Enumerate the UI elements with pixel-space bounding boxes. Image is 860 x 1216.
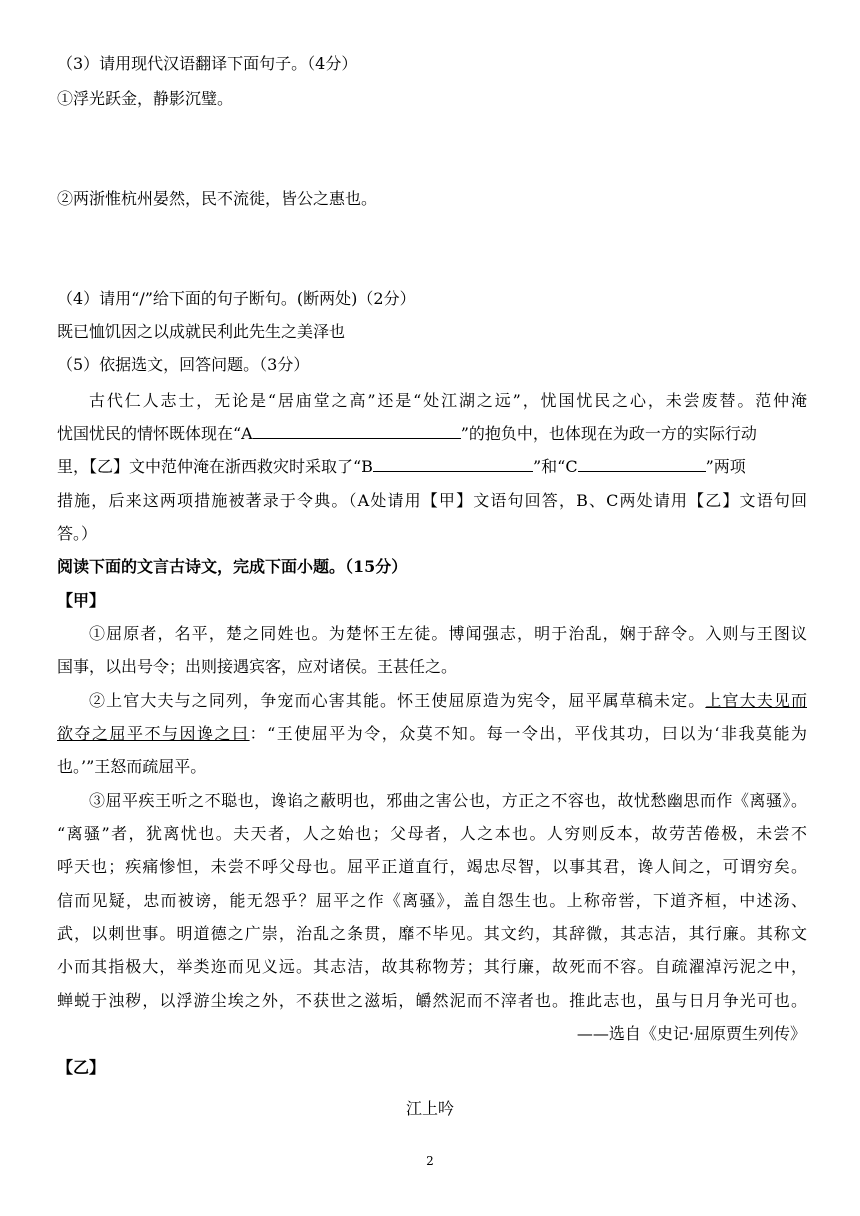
answer-blank-c[interactable] xyxy=(578,457,706,472)
q3-sentence-2: ②两浙惟杭州晏然，民不流徙，皆公之惠也。 xyxy=(57,189,378,208)
q5-line-1: 古代仁人志士，无论是“居庙堂之高”还是“处江湖之远”，忧国忧民之心，未尝废替。范仲淹 xyxy=(89,391,807,410)
p3-line-4: 信而见疑，忠而被谤，能无怨乎？屈平之作《离骚》，盖自怨生也。上称帝喾，下道齐桓，中述汤、 xyxy=(57,891,807,910)
passage-jia-label: 【甲】 xyxy=(57,591,106,610)
q3-sentence-1: ①浮光跃金，静影沉璧。 xyxy=(57,89,234,108)
passage-yi-label: 【乙】 xyxy=(57,1058,106,1077)
p1-line-2: 国事，以出号令；出则接遇宾客，应对诸侯。王甚任之。 xyxy=(57,657,458,676)
p3-line-1: ③屈平疾王听之不聪也，谗谄之蔽明也，邪曲之害公也，方正之不容也，故忧愁幽思而作《离骚》。 xyxy=(89,791,807,810)
underlined-sentence: 上官大夫见而 xyxy=(705,691,807,710)
q5-line-3: 里，【乙】文中范仲淹在浙西救灾时采取了“B ”和“C ”两项 xyxy=(57,457,746,476)
section-heading: 阅读下面的文言古诗文，完成下面小题。（15分） xyxy=(57,557,408,576)
underlined-sentence-cont: 欲夺之屈平不与因谗之曰 xyxy=(57,724,250,743)
p2-line-1: ②上官大夫与之同列，争宠而心害其能。怀王使屈原造为宪令，屈平属草稿未定。上官大夫见而 xyxy=(89,691,807,710)
p3-line-3: 呼天也；疾痛惨怛，未尝不呼父母也。屈平正道直行，竭忠尽智，以事其君，谗人间之，可谓穷矣。 xyxy=(57,857,807,876)
page-number: 2 xyxy=(426,1154,434,1168)
p3-line-7: 蝉蜕于浊秽，以浮游尘埃之外，不获世之滋垢，皭然泥而不滓者也。推此志也，虽与日月争光可也。 xyxy=(57,991,807,1010)
q5-title: （5）依据选文，回答问题。（3分） xyxy=(57,355,310,374)
p3-line-6: 小而其指极大，举类迩而见义远。其志洁，故其称物芳；其行廉，故死而不容。自疏濯淖污泥之中， xyxy=(57,957,807,976)
q4-title: （4）请用“/”给下面的句子断句。(断两处)（2分） xyxy=(57,289,416,308)
answer-blank-a[interactable] xyxy=(253,424,461,439)
q3-title: （3）请用现代汉语翻译下面句子。（4分） xyxy=(57,54,358,73)
p2-line-3: 也。’”王怒而疏屈平。 xyxy=(57,757,207,776)
source-citation: ——选自《史记·屈原贾生列传》 xyxy=(576,1024,806,1043)
p1-line-1: ①屈原者，名平，楚之同姓也。为楚怀王左徒。博闻强志，明于治乱，娴于辞令。入则与王图议 xyxy=(89,624,807,643)
q5-line-2: 忧国忧民的情怀既体现在“A ”的抱负中，也体现在为政一方的实际行动 xyxy=(57,424,757,443)
answer-blank-b[interactable] xyxy=(373,457,533,472)
q5-line-5: 答。） xyxy=(57,524,98,543)
poem-title: 江上吟 xyxy=(405,1099,454,1118)
p3-line-5: 武，以刺世事。明道德之广崇，治乱之条贯，靡不毕见。其文约，其辞微，其志洁，其行廉。其称文 xyxy=(57,924,807,943)
p3-line-2: “离骚”者，犹离忧也。夫天者，人之始也；父母者，人之本也。人穷则反本，故劳苦倦极，未尝不 xyxy=(57,824,807,843)
q4-sentence: 既已恤饥因之以成就民利此先生之美泽也 xyxy=(57,322,346,341)
q5-line-4: 措施，后来这两项措施被著录于令典。（A处请用【甲】文语句回答，B、C两处请用【乙】文语句回 xyxy=(57,491,807,510)
p2-line-2: 欲夺之屈平不与因谗之曰：“王使屈平为令，众莫不知。每一令出，平伐其功，曰以为‘非我莫能为 xyxy=(57,724,807,743)
